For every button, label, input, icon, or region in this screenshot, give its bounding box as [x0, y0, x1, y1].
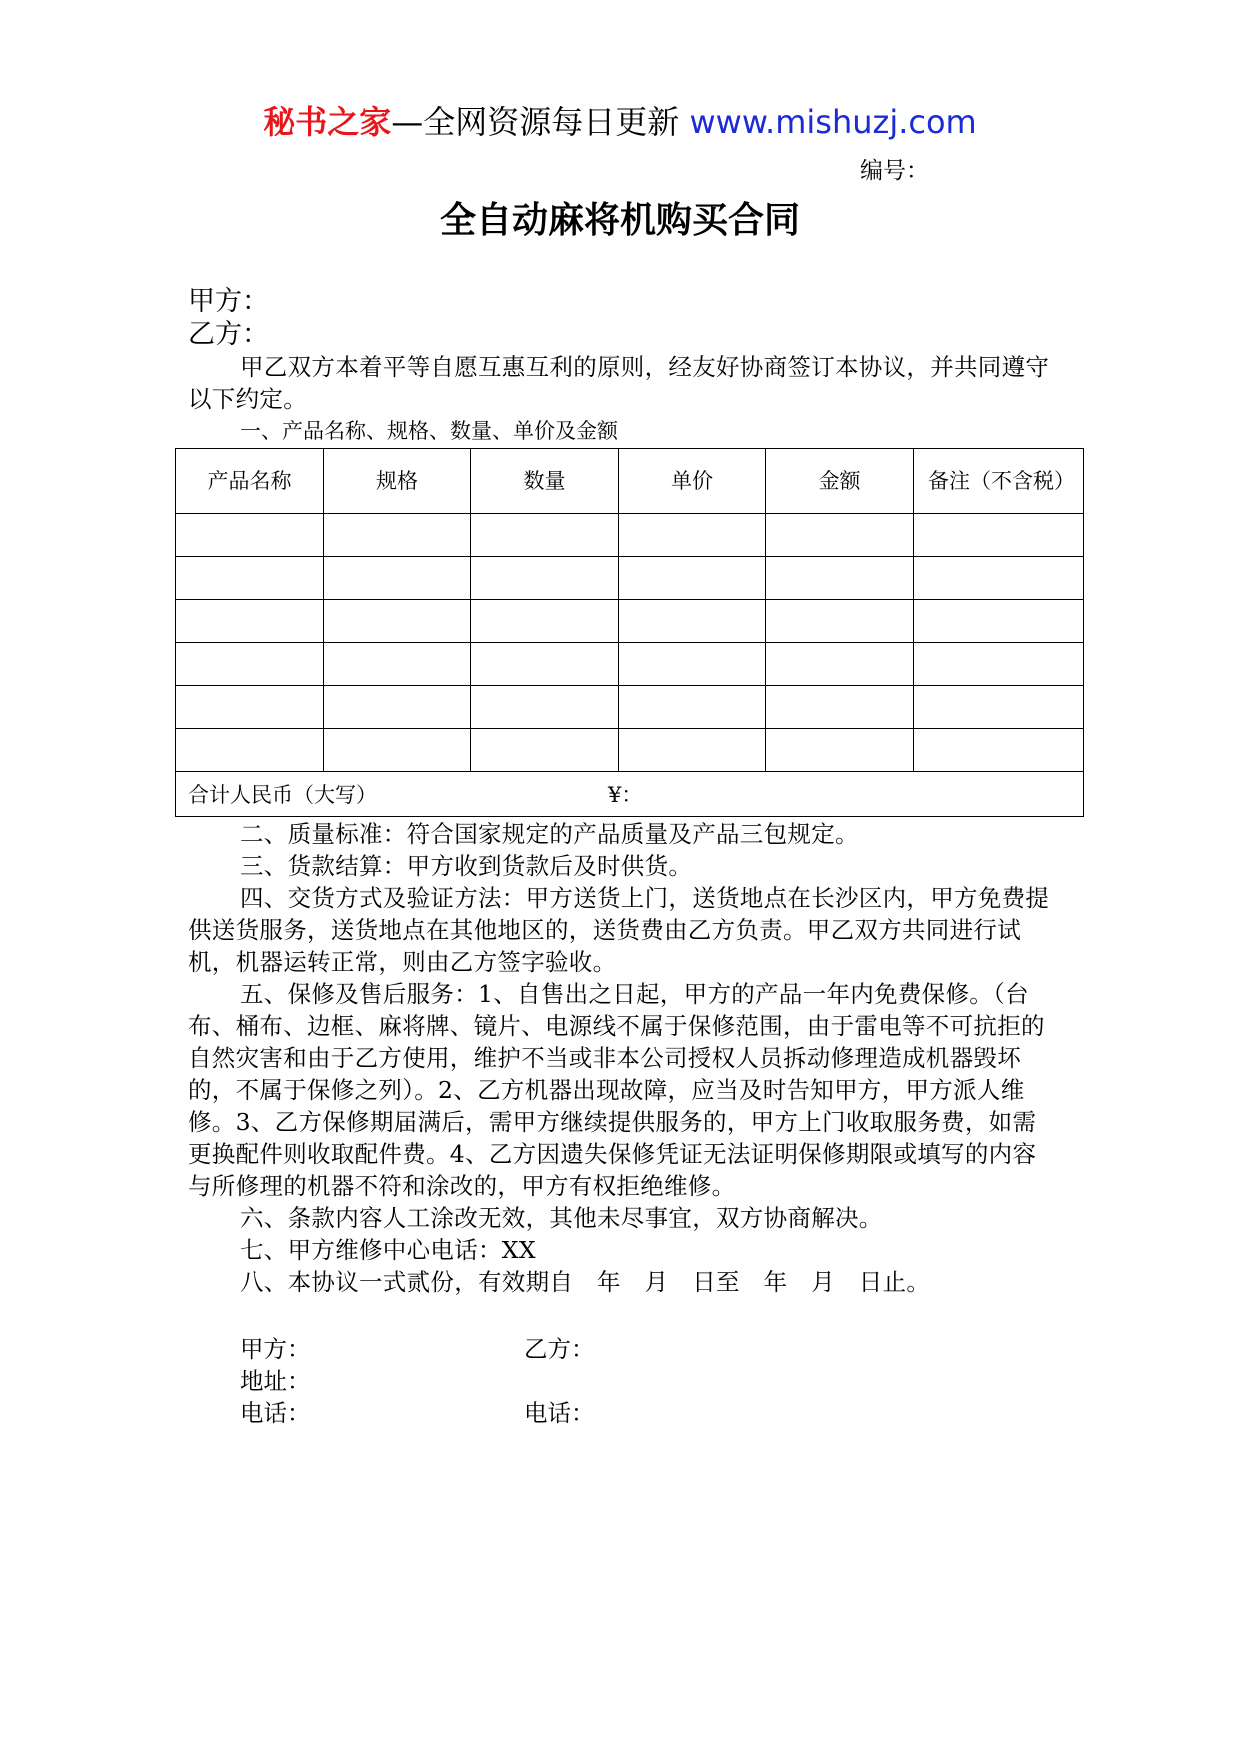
clause-6: 六、条款内容人工涂改无效，其他未尽事宜，双方协商解决。	[240, 1204, 883, 1232]
header-slogan: —全网资源每日更新	[391, 103, 680, 141]
total-cell[interactable]	[176, 772, 1084, 817]
clause-7: 七、甲方维修中心电话：XX	[240, 1236, 536, 1264]
table-cell[interactable]	[914, 514, 1084, 557]
table-cell[interactable]	[176, 686, 324, 729]
clause-4: 四、交货方式及验证方法：甲方送货上门，送货地点在长沙区内，甲方免费提供送货服务，送货地点在其他地区的，送货费由乙方负责。甲乙双方共同进行试机，机器运转正常，则由乙方签字验收。	[188, 884, 1050, 976]
site-url: www.mishuzj.com	[689, 103, 977, 141]
table-cell[interactable]	[471, 600, 619, 643]
table-cell[interactable]	[914, 729, 1084, 772]
table-cell[interactable]	[471, 686, 619, 729]
table-cell[interactable]	[914, 643, 1084, 686]
table-cell[interactable]	[324, 600, 471, 643]
header-cell-amount: 金额	[766, 449, 914, 514]
header-cell-spec: 规格	[324, 449, 471, 514]
table-cell[interactable]	[766, 729, 914, 772]
table-cell[interactable]	[176, 600, 324, 643]
table-cell[interactable]	[471, 643, 619, 686]
table-row	[176, 686, 1084, 729]
table-total-row	[176, 772, 1084, 817]
table-row	[176, 729, 1084, 772]
brand-name: 秘书之家	[263, 103, 392, 141]
signature-phone-b: 电话：	[524, 1399, 595, 1427]
table-cell[interactable]	[176, 514, 324, 557]
table-row	[176, 600, 1084, 643]
table-row	[176, 514, 1084, 557]
table-cell[interactable]	[324, 686, 471, 729]
table-cell[interactable]	[619, 557, 766, 600]
table-cell[interactable]	[619, 600, 766, 643]
signature-phone-a: 电话：	[240, 1399, 311, 1427]
table-cell[interactable]	[619, 729, 766, 772]
table-cell[interactable]	[766, 600, 914, 643]
section-1-title: 一、产品名称、规格、数量、单价及金额	[240, 419, 618, 443]
table-cell[interactable]	[324, 729, 471, 772]
signature-party-a: 甲方：	[240, 1335, 311, 1363]
table-cell[interactable]	[324, 557, 471, 600]
clause-2: 二、质量标准：符合国家规定的产品质量及产品三包规定。	[240, 820, 859, 848]
table-cell[interactable]	[766, 643, 914, 686]
table-cell[interactable]	[914, 557, 1084, 600]
party-b-label: 乙方：	[188, 319, 269, 350]
table-cell[interactable]	[471, 557, 619, 600]
product-table	[175, 448, 1084, 817]
table-cell[interactable]	[176, 729, 324, 772]
table-cell[interactable]	[914, 686, 1084, 729]
total-label: 合计人民币（大写）	[188, 783, 377, 807]
header-cell-quantity: 数量	[471, 449, 619, 514]
table-cell[interactable]	[766, 686, 914, 729]
header-cell-product-name: 产品名称	[176, 449, 324, 514]
header-cell-remarks: 备注（不含税）	[914, 449, 1084, 514]
table-cell[interactable]	[914, 600, 1084, 643]
table-cell[interactable]	[176, 643, 324, 686]
total-symbol: ¥：	[608, 783, 643, 807]
party-a-label: 甲方：	[188, 286, 269, 317]
table-cell[interactable]	[619, 643, 766, 686]
clause-5: 五、保修及售后服务：1、自售出之日起，甲方的产品一年内免费保修。（台布、桶布、边框、麻将牌、镜片、电源线不属于保修范围，由于雷电等不可抗拒的自然灾害和由于乙方使用，维护不当或非本公司授权人员拆动修理造成机器毁坏的，不属于保修之列）。2、乙方机器出现故障，应当及时告知甲方，甲方派人维修。3、乙方保修期届满后，需甲方继续提供服务的，甲方上门收取服务费，如需更换配件则收取配件费。4、乙方因遗失保修凭证无法证明保修期限或填写的内容与所修理的机器不符和涂改的，甲方有权拒绝维修。	[188, 980, 1045, 1200]
signature-address: 地址：	[240, 1367, 311, 1395]
table-cell[interactable]	[471, 514, 619, 557]
table-cell[interactable]	[324, 514, 471, 557]
table-header-row	[176, 449, 1084, 514]
site-header	[0, 100, 1240, 144]
clause-3: 三、货款结算：甲方收到货款后及时供货。	[240, 852, 693, 880]
header-cell-unit-price: 单价	[619, 449, 766, 514]
table-cell[interactable]	[176, 557, 324, 600]
table-cell[interactable]	[766, 557, 914, 600]
table-cell[interactable]	[766, 514, 914, 557]
document-title: 全自动麻将机购买合同	[439, 200, 800, 241]
table-row	[176, 643, 1084, 686]
clause-8: 八、本协议一式贰份，有效期自 年 月 日至 年 月 日止。	[240, 1268, 931, 1296]
table-cell[interactable]	[324, 643, 471, 686]
doc-number-label: 编号：	[860, 158, 929, 184]
table-cell[interactable]	[471, 729, 619, 772]
table-row	[176, 557, 1084, 600]
intro-paragraph: 甲乙双方本着平等自愿互惠互利的原则，经友好协商签订本协议，并共同遵守以下约定。	[188, 353, 1050, 413]
table-cell[interactable]	[619, 686, 766, 729]
signature-party-b: 乙方：	[524, 1335, 595, 1363]
table-cell[interactable]	[619, 514, 766, 557]
